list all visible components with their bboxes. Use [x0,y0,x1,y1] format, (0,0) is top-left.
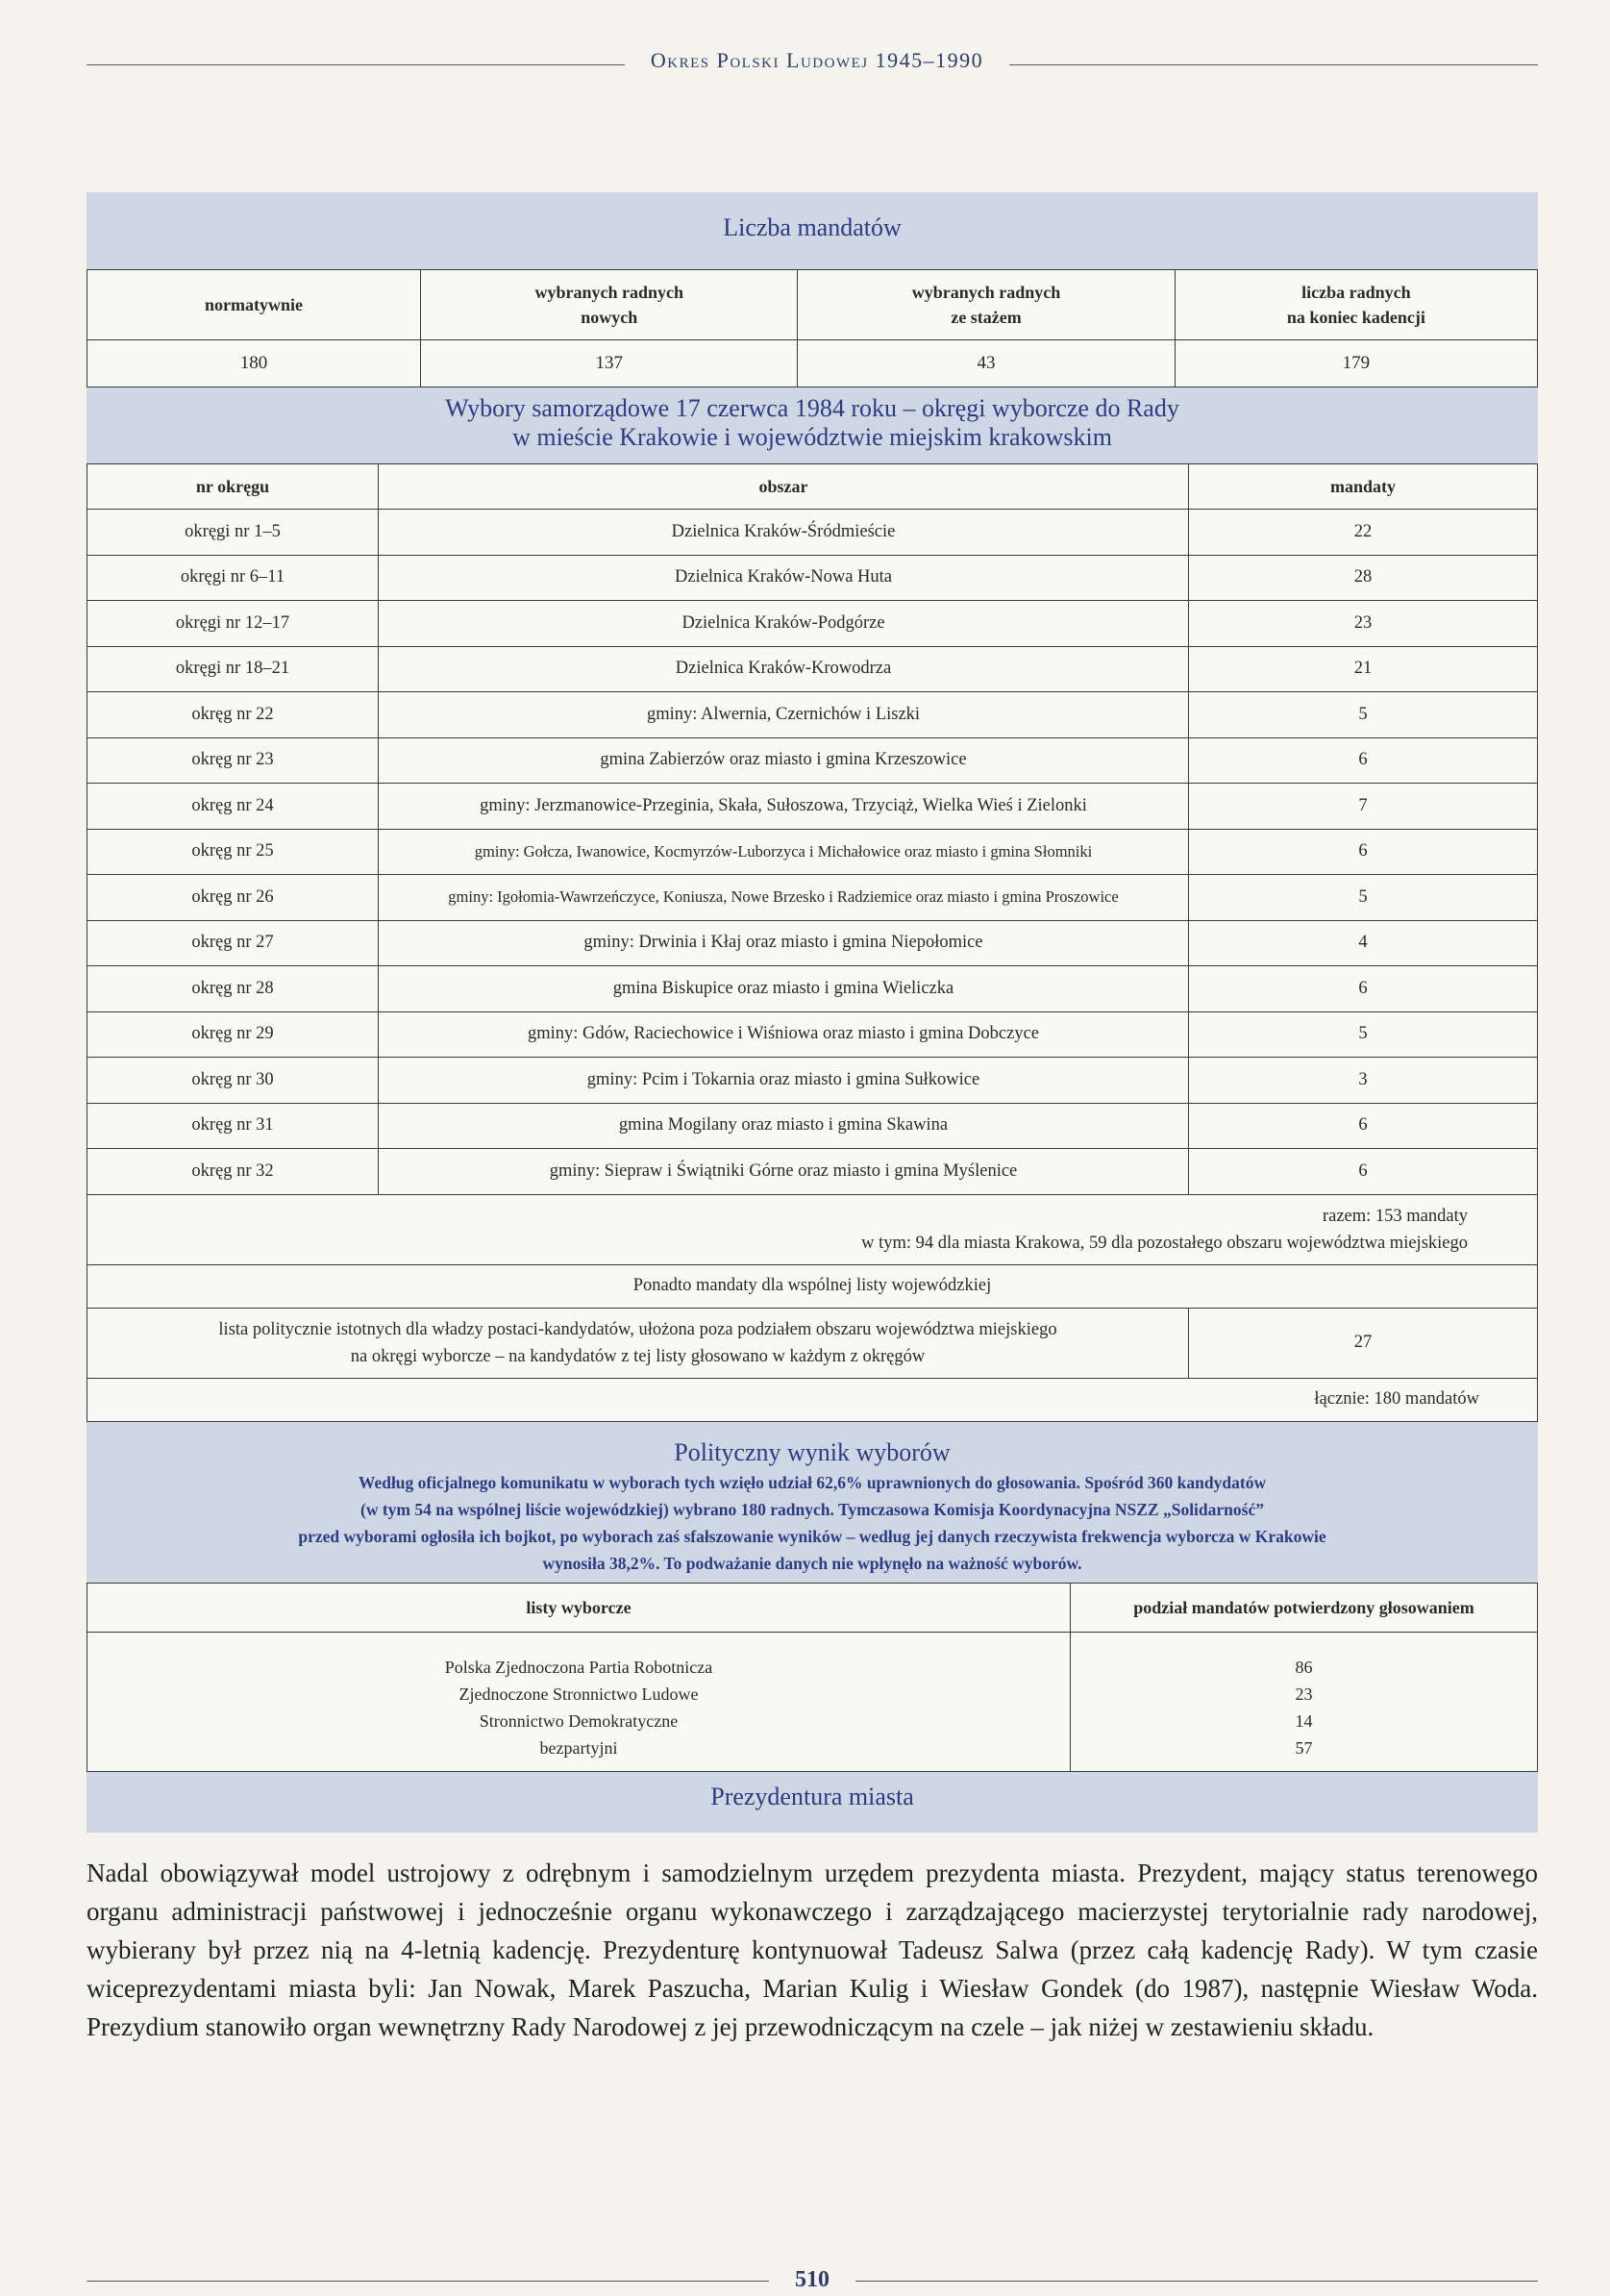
mandates-title: Liczba mandatów [723,213,902,241]
district-area: gminy: Siepraw i Świątniki Górne oraz miasto i gmina Myślenice [379,1149,1189,1195]
page-footer [87,2267,1538,2296]
district-number: okręg nr 22 [87,692,379,738]
district-row [87,555,1538,601]
header-rule-left [87,64,625,65]
mandates-header-text: wybranych radnych ze stażem [911,283,1061,327]
districts-table [87,463,1538,1422]
districts-total-row [87,1378,1538,1421]
mandates-table [87,269,1538,387]
districts-extra-row [87,1264,1538,1308]
district-number: okręg nr 31 [87,1103,379,1149]
district-area: gminy: Gdów, Raciechowice i Wiśniowa oraz miasto i gmina Dobczyce [379,1011,1189,1058]
district-area: gminy: Drwinia i Kłaj oraz miasto i gmina Niepołomice [379,920,1189,966]
district-number: okręgi nr 12–17 [87,601,379,647]
district-row [87,920,1538,966]
district-number: okręg nr 23 [87,737,379,784]
district-area: Dzielnica Kraków-Podgórze [379,601,1189,647]
districts-header: mandaty [1189,464,1538,510]
mandates-header-text: wybranych radnych nowych [534,283,683,327]
districts-list-line: lista politycznie istotnych dla władzy postaci-kandydatów, ułożona poza podziałem obszaru województwa miejskiego [218,1319,1057,1339]
district-area: gminy: Jerzmanowice-Przeginia, Skała, Sułoszowa, Trzyciąż, Wielka Wieś i Zielonki [379,784,1189,830]
district-row [87,510,1538,556]
mandates-header [1175,270,1537,340]
result-text [192,1469,1432,1577]
district-mandates: 6 [1189,737,1538,784]
district-number: okręgi nr 1–5 [87,510,379,556]
district-number: okręg nr 32 [87,1149,379,1195]
district-row [87,601,1538,647]
result-title: Polityczny wynik wyborów [674,1438,951,1466]
results-header: podział mandatów potwierdzony głosowaniem [1071,1584,1538,1633]
districts-list-row [87,1308,1538,1378]
header-rule-right [1009,64,1538,65]
mandates-header-row [87,270,1538,340]
presidency-paragraph: Nadal obowiązywał model ustrojowy z odrębnym i samodzielnym urzędem prezydenta miasta. Prezydent, mający status terenowego organu administracji państwowej i jednocześnie organu wykonawczego i zarządzającego macierzystej terytorialnie rady narodowej, wybierany był przez nią na 4-letnią kadencję. Prezydenturę kontynuował Tadeusz Salwa (przez całą kadencję Rady). W tym czasie wiceprezydentami miasta byli: Jan Nowak, Marek Paszucha, Marian Kulig i Wiesław Gondek (do 1987), następnie Wiesław Woda. Prezydium stanowiło organ wewnętrzny Rady Narodowej z jej przewodniczącym na czele – jak niżej w zestawieniu składu. [87,1859,1538,2041]
district-mandates: 5 [1189,692,1538,738]
district-row [87,875,1538,921]
district-mandates: 7 [1189,784,1538,830]
result-text-line: Według oficjalnego komunikatu w wyborach tych wzięło udział 62,6% uprawnionych do głosowania. Spośród 360 kandydatów [358,1473,1267,1492]
mandates-value: 43 [798,340,1175,387]
district-mandates: 6 [1189,1103,1538,1149]
districts-title-line: w mieście Krakowie i województwie miejskim krakowskim [512,423,1112,451]
districts-title-line: Wybory samorządowe 17 czerwca 1984 roku – okręgi wyborcze do Rady [445,394,1179,422]
district-row [87,1149,1538,1195]
district-row [87,966,1538,1012]
districts-list-value: 27 [1189,1308,1538,1378]
district-number: okręgi nr 18–21 [87,646,379,692]
district-row [87,829,1538,875]
mandates-value-row [87,340,1538,387]
mandates-value: 137 [421,340,798,387]
results-seats-cell [1071,1633,1538,1772]
mandates-header-text: liczba radnych na koniec kadencji [1286,283,1425,327]
results-seat-count: 23 [1295,1685,1313,1704]
district-number: okręgi nr 6–11 [87,555,379,601]
district-mandates: 3 [1189,1058,1538,1104]
result-text-line: (w tym 54 na wspólnej liście wojewódzkiej) wybrano 180 radnych. Tymczasowa Komisja Koordynacyjna NSZZ „Solidarność” [360,1500,1264,1519]
district-area: gmina Mogilany oraz miasto i gmina Skawina [379,1103,1189,1149]
district-number: okręg nr 30 [87,1058,379,1104]
mandates-value: 180 [87,340,421,387]
district-mandates: 4 [1189,920,1538,966]
districts-header: nr okręgu [87,464,379,510]
running-header [87,48,1538,83]
districts-total: łącznie: 180 mandatów [87,1378,1538,1421]
district-row [87,646,1538,692]
district-row [87,737,1538,784]
districts-sum-line: w tym: 94 dla miasta Krakowa, 59 dla pozostałego obszaru województwa miejskiego [861,1233,1468,1253]
district-mandates: 23 [1189,601,1538,647]
results-body-row [87,1633,1538,1772]
results-lists-cell [87,1633,1071,1772]
district-area: gmina Zabierzów oraz miasto i gmina Krzeszowice [379,737,1189,784]
mandates-header [421,270,798,340]
district-area: gminy: Pcim i Tokarnia oraz miasto i gmina Sułkowice [379,1058,1189,1104]
district-area: Dzielnica Kraków-Śródmieście [379,510,1189,556]
district-mandates: 21 [1189,646,1538,692]
mandates-header [798,270,1175,340]
district-mandates: 22 [1189,510,1538,556]
districts-sum-row [87,1194,1538,1264]
results-header: listy wyborcze [87,1584,1071,1633]
results-seat-count: 86 [1295,1658,1313,1677]
running-title: Okres Polski Ludowej 1945–1990 [650,48,984,72]
district-row [87,1058,1538,1104]
results-seat-count: 14 [1295,1711,1313,1731]
results-table [87,1583,1538,1772]
districts-header-row [87,464,1538,510]
footer-rule-left [87,2281,769,2282]
district-area: Dzielnica Kraków-Krowodrza [379,646,1189,692]
district-number: okręg nr 25 [87,829,379,875]
districts-list-line: na okręgi wyborcze – na kandydatów z tej listy głosowano w każdym z okręgów [350,1346,926,1366]
district-area: gminy: Alwernia, Czernichów i Liszki [379,692,1189,738]
districts-sum-line: razem: 153 mandaty [1322,1206,1468,1226]
district-number: okręg nr 26 [87,875,379,921]
district-row [87,1011,1538,1058]
footer-rule-right [855,2281,1538,2282]
district-mandates: 5 [1189,1011,1538,1058]
results-list-name: Stronnictwo Demokratyczne [479,1711,679,1731]
mandates-value: 179 [1175,340,1537,387]
district-row [87,1103,1538,1149]
results-list-name: Zjednoczone Stronnictwo Ludowe [458,1685,699,1704]
district-row [87,692,1538,738]
districts-extra-heading: Ponadto mandaty dla wspólnej listy wojewódzkiej [87,1264,1538,1308]
district-mandates: 6 [1189,829,1538,875]
district-mandates: 6 [1189,1149,1538,1195]
results-header-row [87,1584,1538,1633]
district-number: okręg nr 29 [87,1011,379,1058]
districts-list-desc [87,1308,1189,1378]
district-area: gminy: Gołcza, Iwanowice, Kocmyrzów-Luborzyca i Michałowice oraz miasto i gmina Słomniki [379,829,1189,875]
districts-title [87,394,1538,452]
district-mandates: 5 [1189,875,1538,921]
district-row [87,784,1538,830]
district-area: gmina Biskupice oraz miasto i gmina Wieliczka [379,966,1189,1012]
results-list-name: bezpartyjni [539,1738,618,1758]
district-number: okręg nr 28 [87,966,379,1012]
district-number: okręg nr 24 [87,784,379,830]
districts-header: obszar [379,464,1189,510]
results-seat-count: 57 [1295,1738,1313,1758]
district-rows [87,510,1538,1195]
district-mandates: 6 [1189,966,1538,1012]
result-text-line: wynosiła 38,2%. To podważanie danych nie wpłynęło na ważność wyborów. [542,1554,1082,1573]
district-area: Dzielnica Kraków-Nowa Huta [379,555,1189,601]
results-list-name: Polska Zjednoczona Partia Robotnicza [444,1658,713,1677]
result-text-line: przed wyborami ogłosiła ich bojkot, po wyborach zaś sfałszowanie wyników – według jej danych rzeczywista frekwencja wyborcza w Krakowie [298,1527,1326,1546]
districts-sum [87,1194,1538,1264]
page-number: 510 [795,2267,830,2292]
mandates-header: normatywnie [87,270,421,340]
district-number: okręg nr 27 [87,920,379,966]
presidency-title: Prezydentura miasta [710,1783,914,1810]
district-mandates: 28 [1189,555,1538,601]
district-area: gminy: Igołomia-Wawrzeńczyce, Koniusza, Nowe Brzesko i Radziemice oraz miasto i gmina Proszowice [379,875,1189,921]
